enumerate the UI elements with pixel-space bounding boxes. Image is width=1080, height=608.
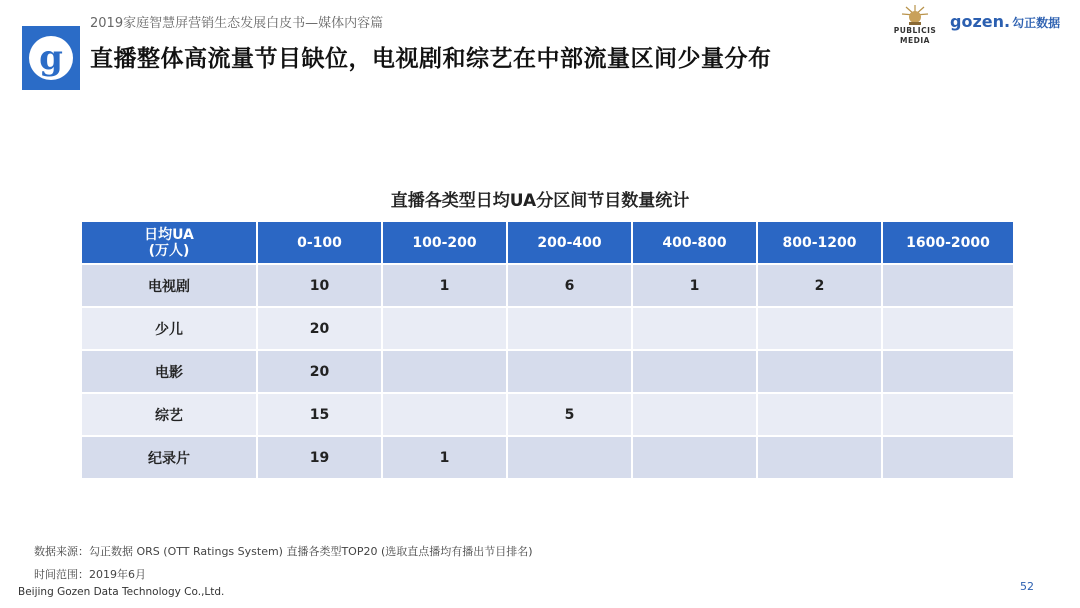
- logo-letter: g: [29, 36, 73, 80]
- table-cell: [633, 349, 758, 392]
- column-header: 400-800: [633, 222, 758, 263]
- table-cell: 20: [258, 349, 383, 392]
- report-subtitle: 2019家庭智慧屏营销生态发展白皮书—媒体内容篇: [90, 16, 384, 31]
- table-title: 直播各类型日均UA分区间节目数量统计: [390, 191, 690, 211]
- publicis-media-logo: [885, 4, 945, 46]
- column-header: 1600-2000: [883, 222, 1013, 263]
- row-label: 电视剧: [82, 263, 258, 306]
- table-cell: [883, 392, 1013, 435]
- header-ua-label: 日均UA: [144, 226, 194, 243]
- table-cell: [383, 392, 508, 435]
- data-source-note: 数据来源：勾正数据 ORS (OTT Ratings System) 直播各类型TOP20 (选取直点播均有播出节目排名): [34, 545, 533, 558]
- table-cell: 1: [633, 263, 758, 306]
- table-cell: [633, 435, 758, 478]
- table-cell: 19: [258, 435, 383, 478]
- table-cell: [633, 392, 758, 435]
- table-row: [82, 435, 1013, 478]
- table-cell: [883, 306, 1013, 349]
- ua-distribution-table: [82, 222, 1013, 478]
- publicis-lion-icon: [900, 4, 930, 26]
- row-label: 电影: [82, 349, 258, 392]
- row-label: 综艺: [82, 392, 258, 435]
- table-row: [82, 392, 1013, 435]
- table-header-row: [82, 222, 1013, 263]
- gozen-brand-logo: [950, 12, 1060, 31]
- table-cell: 6: [508, 263, 633, 306]
- table-cell: [508, 435, 633, 478]
- table-cell: [758, 435, 883, 478]
- table-cell: [883, 349, 1013, 392]
- publicis-line-2: MEDIA: [900, 36, 930, 45]
- page-number: 52: [1020, 580, 1034, 593]
- column-header: 0-100: [258, 222, 383, 263]
- page-title: 直播整体高流量节目缺位，电视剧和综艺在中部流量区间少量分布: [90, 46, 772, 72]
- table-cell: [508, 349, 633, 392]
- table-cell: 2: [758, 263, 883, 306]
- table-cell: [508, 306, 633, 349]
- publicis-line-1: PUBLICIS: [893, 26, 937, 35]
- table-cell: 5: [508, 392, 633, 435]
- column-header: 100-200: [383, 222, 508, 263]
- table-cell: 10: [258, 263, 383, 306]
- table-cell: [758, 349, 883, 392]
- table-cell: 1: [383, 435, 508, 478]
- table-row: [82, 263, 1013, 306]
- gozen-brand-text: gozen.: [950, 12, 1011, 31]
- header-unit-label: (万人): [148, 242, 190, 259]
- time-range-note: 时间范围：2019年6月: [34, 568, 146, 581]
- table-cell: [383, 306, 508, 349]
- column-header: 200-400: [508, 222, 633, 263]
- table-cell: [883, 263, 1013, 306]
- table-row: [82, 306, 1013, 349]
- table-cell: 20: [258, 306, 383, 349]
- table-cell: 15: [258, 392, 383, 435]
- row-label: 纪录片: [82, 435, 258, 478]
- table-cell: [758, 306, 883, 349]
- column-header: 800-1200: [758, 222, 883, 263]
- table-cell: [883, 435, 1013, 478]
- gozen-brand-cn: 勾正数据: [1012, 16, 1061, 30]
- row-label: 少儿: [82, 306, 258, 349]
- company-name: Beijing Gozen Data Technology Co.,Ltd.: [18, 586, 225, 598]
- table-cell: [758, 392, 883, 435]
- table-row: [82, 349, 1013, 392]
- row-header-cell: [82, 222, 258, 263]
- table-cell: [383, 349, 508, 392]
- table-cell: 1: [383, 263, 508, 306]
- gozen-logo-square: [22, 26, 80, 90]
- table-cell: [633, 306, 758, 349]
